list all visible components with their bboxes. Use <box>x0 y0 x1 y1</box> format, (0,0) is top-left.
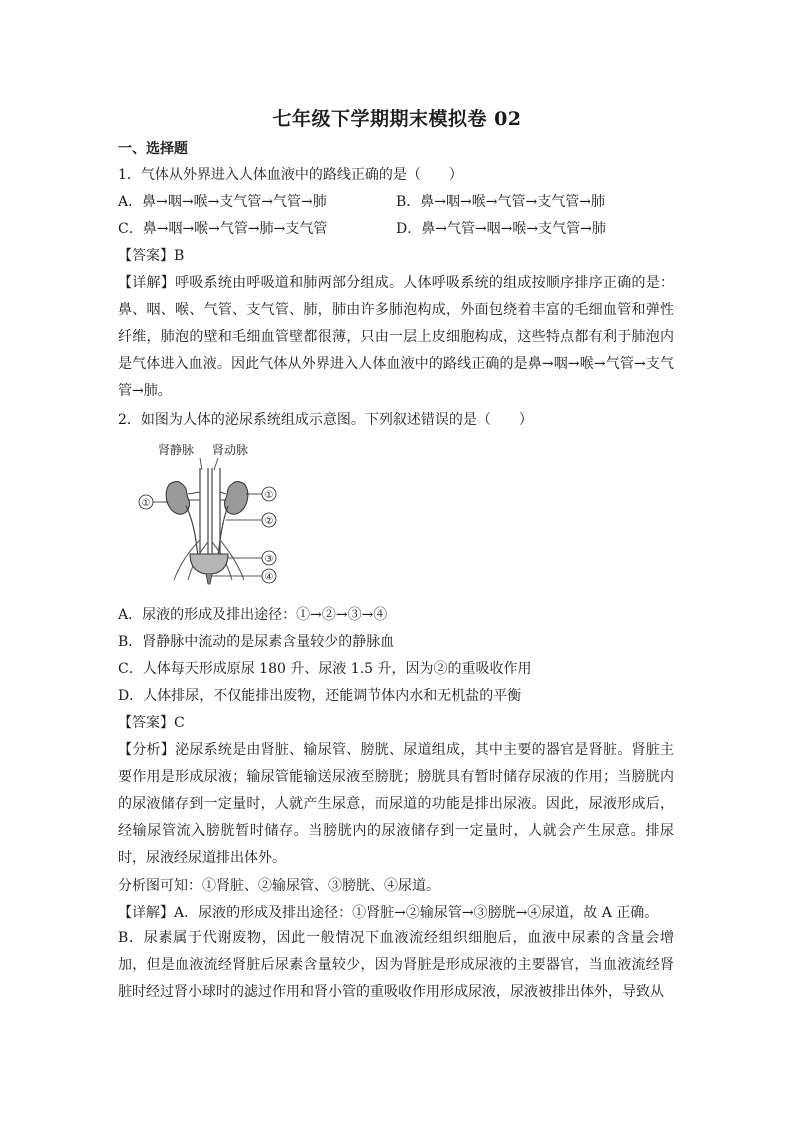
q2-detail-a-text: A．尿液的形成及排出途径：①肾脏→②输尿管→③膀胱→④尿道，故 A 正确。 <box>174 905 659 921</box>
q2-analysis-tag: 【分析】 <box>118 742 176 758</box>
q2-answer: 【答案】C <box>118 715 185 731</box>
q2-option-c: C．人体每天形成原尿 180 升、尿液 1.5 升，因为②的重吸收作用 <box>118 661 532 677</box>
q1-answer: 【答案】B <box>118 248 185 264</box>
marker-4: ④ <box>264 572 274 583</box>
label-renal-vein: 肾静脉 <box>158 443 195 457</box>
q2-detail-a <box>118 904 658 922</box>
section-heading: 一、选择题 <box>118 141 188 157</box>
marker-3: ③ <box>264 554 274 565</box>
q1-option-b: B．鼻→咽→喉→气管→支气管→肺 <box>396 194 605 210</box>
q1-option-d: D．鼻→气管→咽→喉→支气管→肺 <box>396 221 606 237</box>
page-title: 七年级下学期期末模拟卷 02 <box>272 108 522 130</box>
label-renal-artery: 肾动脉 <box>212 443 249 457</box>
q2-detail-tag: 【详解】 <box>118 905 174 921</box>
q2-figure-note: 分析图可知：①肾脏、②输尿管、③膀胱、④尿道。 <box>118 878 440 894</box>
urethra <box>206 574 212 584</box>
marker-1-right: ① <box>264 490 274 501</box>
marker-1-left: ① <box>141 498 151 509</box>
q2-option-d: D．人体排尿，不仅能排出废物，还能调节体内水和无机盐的平衡 <box>118 688 522 704</box>
marker-2: ② <box>264 516 274 527</box>
q1-detail <box>118 270 674 405</box>
q1-option-c: C．鼻→咽→喉→气管→肺→支气管 <box>118 221 328 237</box>
vena-cava <box>200 468 208 568</box>
bladder <box>190 554 228 574</box>
q2-analysis <box>118 737 674 872</box>
q2-option-b: B．肾静脉中流动的是尿素含量较少的静脉血 <box>118 634 395 650</box>
right-kidney <box>224 482 247 515</box>
q2-stem: 2．如图为人体的泌尿系统组成示意图。下列叙述错误的是（ ） <box>118 412 533 428</box>
urinary-system-diagram <box>134 440 284 590</box>
left-renal-vessels <box>188 492 200 500</box>
q1-detail-tag: 【详解】 <box>118 275 176 291</box>
q1-detail-text: 呼吸系统由呼吸道和肺两部分组成。人体呼吸系统的组成按顺序排序正确的是：鼻、咽、喉、气管、支气管、肺，肺由许多肺泡构成，外面包绕着丰富的毛细血管和弹性纤维，肺泡的壁和毛细血管壁都很薄，只由一层上皮细胞构成，这些特点都有利于肺泡内是气体进入血液。因此气体从外界进入人体血液中的路线正确的是鼻→咽→喉→气管→支气管→肺。 <box>118 275 675 399</box>
q1-option-a: A．鼻→咽→喉→支气管→气管→肺 <box>118 194 327 210</box>
q1-stem: 1．气体从外界进入人体血液中的路线正确的是（ ） <box>118 167 463 183</box>
artery-pointer <box>214 458 218 470</box>
q2-detail-b: B．尿素属于代谢废物，因此一般情况下血液流经组织细胞后，血液中尿素的含量会增加，但是血液流经肾脏后尿素含量较少，因为肾脏是形成尿液的主要器官，当血液流经肾脏时经过肾小球时的滤过作用和肾小管的重吸收作用形成尿液，尿液被排出体外，导致从 <box>118 930 674 1000</box>
left-kidney <box>166 482 189 515</box>
urinary-system-figure <box>134 440 284 590</box>
q2-analysis-text: 泌尿系统是由肾脏、输尿管、膀胱、尿道组成，其中主要的器官是肾脏。肾脏主要作用是形成尿液；输尿管能输送尿液至膀胱；膀胱具有暂时储存尿液的作用；当膀胱内的尿液储存到一定量时，人就产生尿意，而尿道的功能是排出尿液。因此，尿液形成后，经输尿管流入膀胱暂时储存。当膀胱内的尿液储存到一定量时，人就会产生尿意。排尿时，尿液经尿道排出体外。 <box>118 742 675 866</box>
q2-option-a: A．尿液的形成及排出途径：①→②→③→④ <box>118 607 388 623</box>
